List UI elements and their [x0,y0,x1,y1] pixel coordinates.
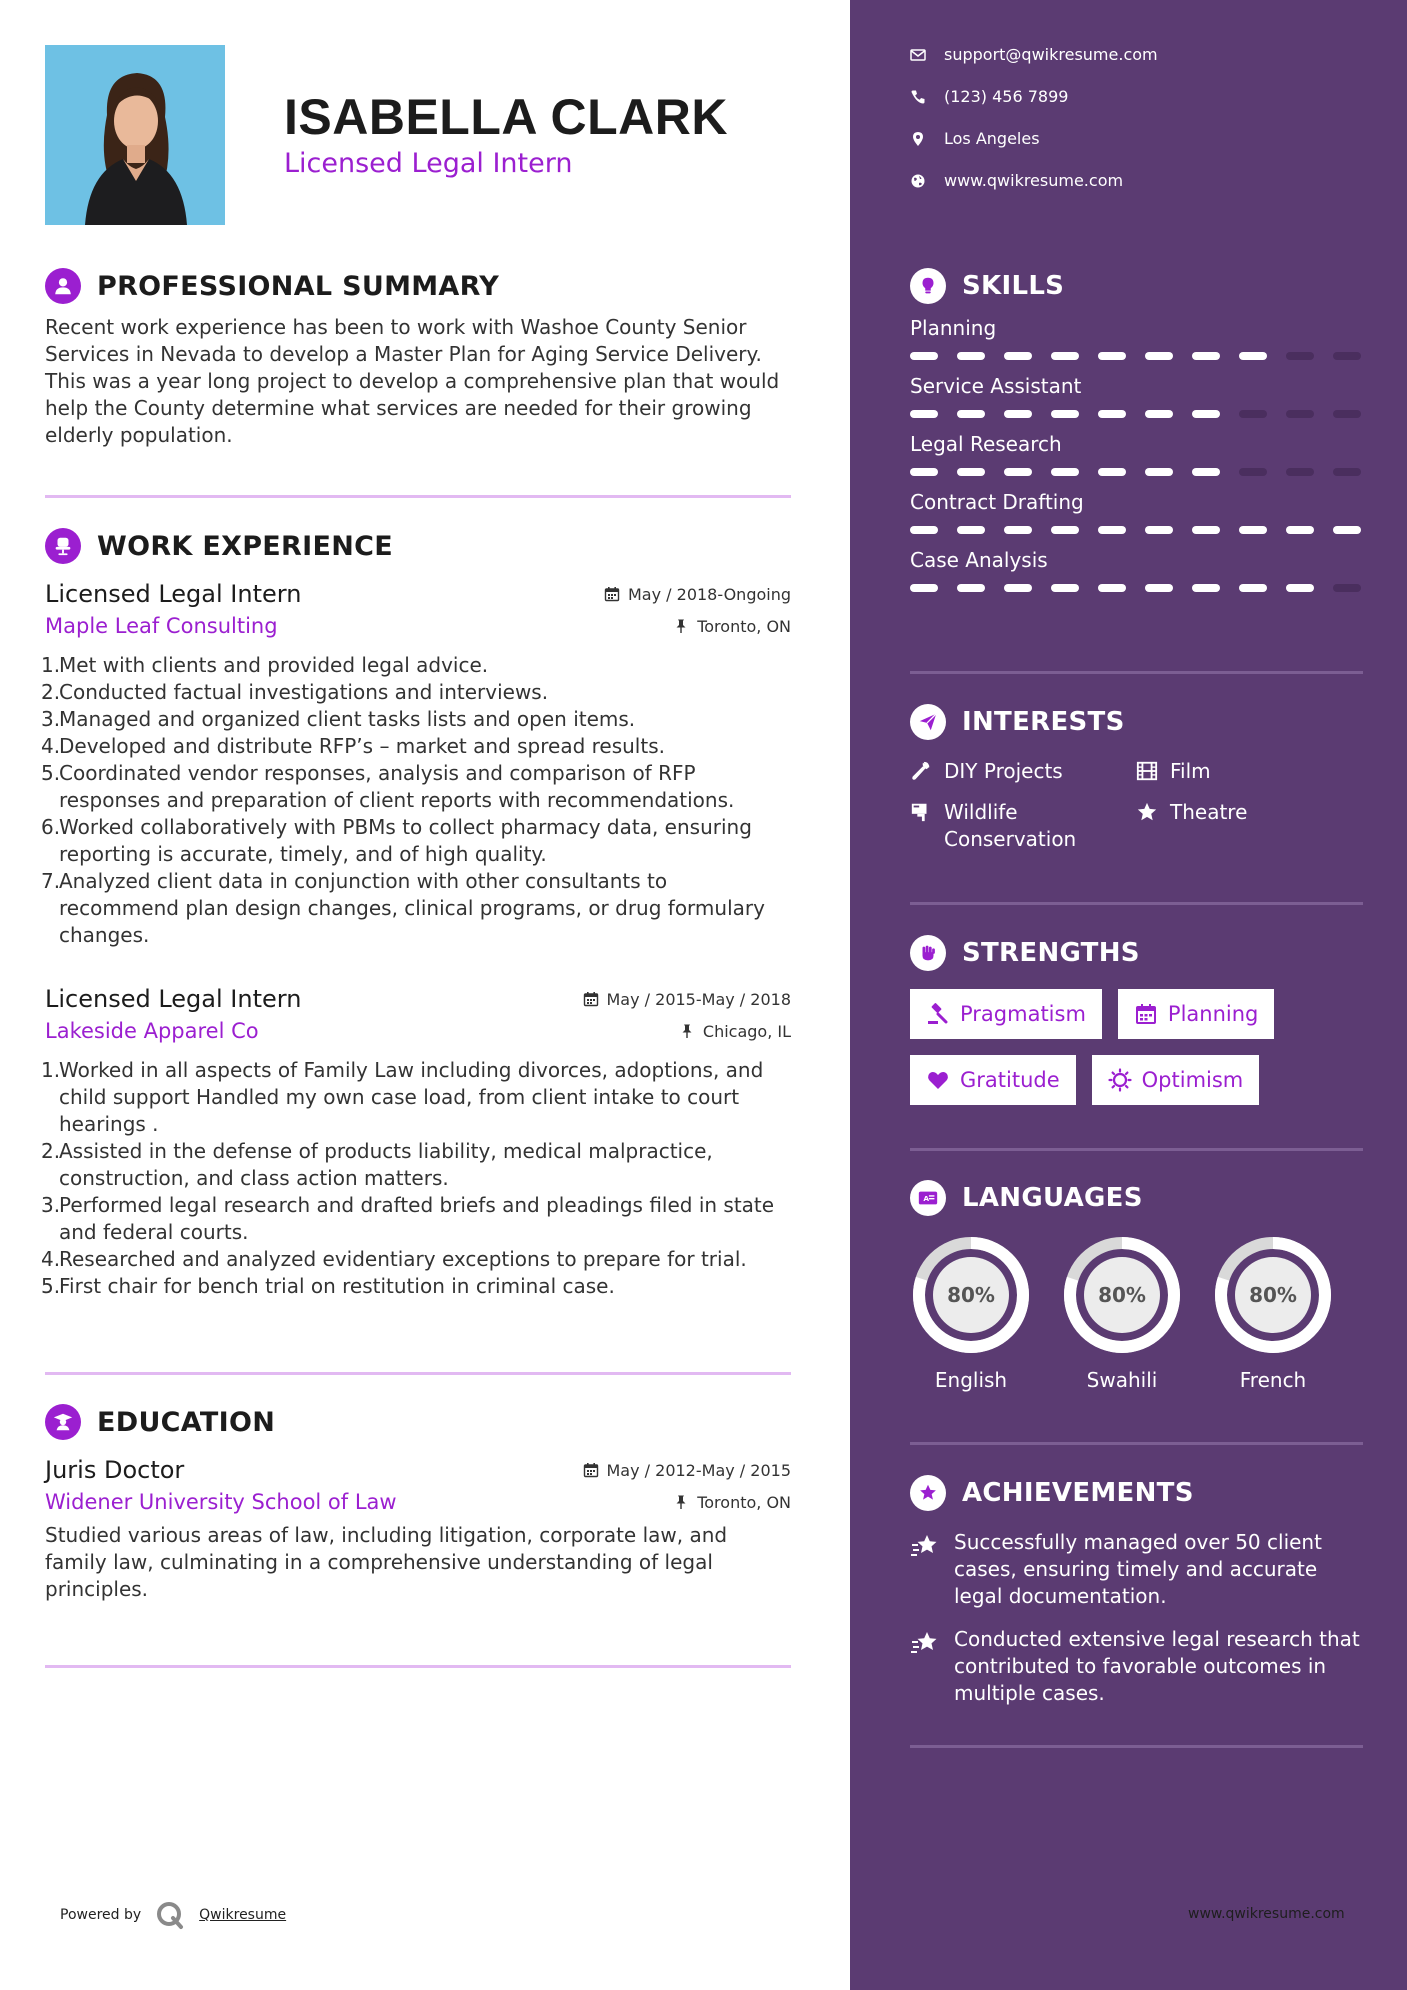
skills-list [910,316,1363,592]
job-location-text: Toronto, ON [697,616,791,636]
calendar-icon [583,1462,599,1478]
list-item: 4. Researched and analyzed evidentiary exceptions to prepare for trial. [41,1247,747,1271]
section-divider [45,495,791,498]
skill-dash-filled [1051,468,1079,476]
contact-location [910,129,1040,148]
skill-dash-empty [1286,410,1314,418]
skill-dash-empty [1239,410,1267,418]
pin-icon [673,618,689,634]
job-duties-list [41,652,791,949]
skill-dash-filled [1145,468,1173,476]
job-company: Maple Leaf Consulting [45,614,278,638]
skill-name: Contract Drafting [910,490,1084,514]
job-title: Licensed Legal Intern [45,985,302,1013]
skill-dash-filled [1239,526,1267,534]
school: Widener University School of Law [45,1490,397,1514]
skill-name: Service Assistant [910,374,1082,398]
section-divider [910,1148,1363,1151]
powered-by [60,1900,286,1930]
section-divider [910,1745,1363,1748]
languages-list [910,1234,1363,1392]
skill-dash-filled [910,352,938,360]
strength-tag [910,989,1102,1039]
sun-icon [1108,1068,1132,1092]
skill-dash-filled [910,526,938,534]
skill-item [910,374,1363,418]
skill-dash-filled [1239,352,1267,360]
skill-dash-filled [1145,584,1173,592]
skill-item [910,432,1363,476]
section-divider [910,902,1363,905]
phone-icon [910,89,926,105]
powered-by-label: Powered by [60,1907,142,1923]
strengths-list [910,989,1363,1105]
contact-phone[interactable] [910,87,1068,106]
list-item: 2. Conducted factual investigations and interviews. [41,680,549,704]
education-date [583,1461,792,1480]
list-item: 7. Analyzed client data in conjunction with other consultants to recommend plan design changes, clinical programs, or drug formulary changes. [41,869,765,947]
qwikresume-logo-icon [155,1900,185,1930]
job-location [673,617,791,636]
skill-dash-filled [957,410,985,418]
skill-dash-filled [1145,526,1173,534]
shooting-star-icon [910,1628,940,1658]
contact-website-text: www.qwikresume.com [944,171,1124,190]
skill-dash-filled [1098,468,1126,476]
section-divider [45,1372,791,1375]
skill-dash-empty [1239,468,1267,476]
strength-label: Gratitude [960,1068,1060,1092]
skill-dash-filled [1004,526,1032,534]
skill-dash-filled [1192,584,1220,592]
skill-dash-filled [957,468,985,476]
strength-tag [910,1055,1076,1105]
skill-dash-filled [1145,410,1173,418]
job-entry [41,580,791,949]
languages-header [910,1178,1363,1218]
languages-section [910,1178,1363,1392]
strength-tag [1092,1055,1260,1105]
lightbulb-icon [910,268,946,304]
job-entry [41,985,791,1300]
skill-dash-empty [1286,352,1314,360]
interests-list [910,758,1363,853]
summary-header [45,266,791,306]
skill-dash-filled [1051,584,1079,592]
contact-email[interactable] [910,45,1158,64]
interest-item [1136,799,1356,853]
list-item: 5. Coordinated vendor responses, analysis and comparison of RFP responses and preparation of client reports with recommendations. [41,761,735,812]
graduate-icon [45,1404,81,1440]
contact-email-text: support@qwikresume.com [944,45,1158,64]
paper-plane-icon [910,704,946,740]
education-header [45,1402,791,1442]
language-item [910,1234,1032,1392]
envelope-icon [910,47,926,63]
film-icon [1136,760,1158,782]
skill-dash-filled [910,584,938,592]
skill-meter [910,526,1363,534]
job-row [45,614,791,638]
achievements-header [910,1473,1363,1513]
footer-website[interactable]: www.qwikresume.com [1188,1906,1345,1922]
degree: Juris Doctor [45,1456,185,1484]
shooting-star-icon [910,1531,940,1561]
skill-dash-filled [1098,410,1126,418]
skill-name: Legal Research [910,432,1062,456]
wrench-icon [910,760,932,782]
achievements-title: ACHIEVEMENTS [962,1478,1194,1508]
contact-phone-text: (123) 456 7899 [944,87,1069,106]
skill-dash-filled [1004,468,1032,476]
pin-icon [673,1494,689,1510]
list-item: 4. Developed and distribute RFP’s – market and spread results. [41,734,665,758]
language-name: French [1239,1368,1307,1392]
list-item: 3. Managed and organized client tasks lists and open items. [41,707,636,731]
skill-dash-filled [1286,526,1314,534]
user-icon [45,268,81,304]
job-title: Licensed Legal Intern [45,580,302,608]
strength-label: Planning [1167,1002,1259,1026]
skill-dash-filled [957,584,985,592]
svg-text:A: A [923,1194,930,1204]
skills-title: SKILLS [962,271,1065,301]
summary-text: Recent work experience has been to work with Washoe County Senior Services in Nevada to develop a Master Plan for Aging Service Delivery. This was a year long project to develop a comprehensive plan that would help the County determine what services are needed for their growing elderly population. [45,315,780,447]
contact-location-text: Los Angeles [944,129,1040,148]
language-name: English [934,1368,1008,1392]
globe-icon [910,173,926,189]
summary-section [45,266,791,449]
candidate-name: ISABELLA CLARK [284,89,729,145]
job-row [45,1019,791,1043]
skill-dash-filled [1004,410,1032,418]
interest-label: DIY Projects [944,759,1063,783]
education-row [45,1490,791,1514]
interest-label: Film [1170,759,1211,783]
strengths-header [910,933,1363,973]
skill-dash-filled [1051,526,1079,534]
interest-item [1136,758,1356,785]
languages-title: LANGUAGES [962,1183,1143,1213]
language-item [1212,1234,1334,1392]
skill-dash-empty [1333,410,1361,418]
skill-dash-filled [1192,352,1220,360]
calendar-icon [1134,1002,1158,1026]
job-date [583,990,792,1009]
skill-dash-filled [1333,526,1361,534]
skill-meter [910,352,1363,360]
briefcase-chair-icon [45,528,81,564]
experience-section [41,526,791,1300]
skills-section [910,266,1363,606]
skill-item [910,316,1363,360]
heart-icon [926,1068,950,1092]
skill-dash-filled [910,410,938,418]
skill-meter [910,410,1363,418]
qwikresume-link[interactable]: Qwikresume [199,1907,287,1923]
interest-label: Wildlife Conservation [944,800,1077,851]
education-section [45,1402,791,1603]
job-row [45,985,791,1013]
pin-icon [679,1023,695,1039]
list-item: 2. Assisted in the defense of products liability, medical malpractice, construction, and class action matters. [41,1139,713,1190]
skill-dash-filled [1192,468,1220,476]
medal-star-icon [910,1475,946,1511]
skill-dash-filled [957,526,985,534]
skill-dash-filled [1286,584,1314,592]
language-percent: 80% [1098,1283,1146,1307]
skill-dash-filled [1051,410,1079,418]
avatar-illustration [45,45,225,225]
interest-item [910,758,1136,785]
skill-dash-filled [1004,584,1032,592]
list-item: 3. Performed legal research and drafted briefs and pleadings filed in state and federal courts. [41,1193,775,1244]
skill-dash-empty [1333,352,1361,360]
achievement-text: Successfully managed over 50 client cases, ensuring timely and accurate legal documentation. [954,1530,1322,1608]
language-ring [1212,1234,1334,1356]
skill-dash-filled [1004,352,1032,360]
job-date-text: May / 2015-May / 2018 [606,989,791,1009]
star-icon [1136,801,1158,823]
experience-header [45,526,791,566]
job-date-text: May / 2018-Ongoing [628,584,791,604]
paw-icon [910,801,932,823]
language-percent: 80% [1249,1283,1297,1307]
language-percent: 80% [947,1283,995,1307]
skill-name: Case Analysis [910,548,1048,572]
education-location [673,1493,791,1512]
skill-dash-filled [1239,584,1267,592]
interests-section [910,702,1363,853]
sidebar [850,0,1407,1990]
achievement-item [910,1626,1363,1707]
skill-dash-filled [1145,352,1173,360]
interest-label: Theatre [1170,800,1248,824]
list-item: 1. Met with clients and provided legal advice. [41,653,489,677]
list-item: 1. Worked in all aspects of Family Law including divorces, adoptions, and child support Handled my own case load, from client intake to court hearings . [41,1058,764,1136]
skills-header [910,266,1363,306]
skill-item [910,490,1363,534]
list-item: 6. Worked collaboratively with PBMs to collect pharmacy data, ensuring reporting is accurate, timely, and of high quality. [41,815,752,866]
language-item [1061,1234,1183,1392]
interests-header [910,702,1363,742]
language-name: Swahili [1086,1368,1158,1392]
strengths-section [910,933,1363,1105]
skill-item [910,548,1363,592]
skill-dash-filled [1098,526,1126,534]
skill-dash-filled [1051,352,1079,360]
strength-label: Pragmatism [960,1002,1086,1026]
map-marker-icon [910,131,926,147]
strengths-title: STRENGTHS [962,938,1140,968]
language-icon [910,1180,946,1216]
education-row [45,1456,791,1484]
job-location [679,1022,791,1041]
language-ring [910,1234,1032,1356]
section-divider [910,671,1363,674]
achievement-text: Conducted extensive legal research that contributed to favorable outcomes in multiple cases. [954,1627,1360,1705]
language-ring [1061,1234,1183,1356]
skill-dash-filled [1192,410,1220,418]
education-entry [45,1456,791,1603]
section-divider [45,1665,791,1668]
achievement-item [910,1529,1363,1610]
skill-dash-filled [910,468,938,476]
strength-tag [1118,989,1274,1039]
skill-dash-filled [1192,526,1220,534]
profile-photo [45,45,225,225]
education-location-text: Toronto, ON [697,1492,791,1512]
skill-dash-empty [1286,468,1314,476]
achievements-section [910,1473,1363,1707]
experience-title: WORK EXPERIENCE [97,530,393,562]
skill-dash-filled [1098,584,1126,592]
interests-title: INTERESTS [962,707,1125,737]
skill-meter [910,584,1363,592]
calendar-icon [604,586,620,602]
job-company: Lakeside Apparel Co [45,1019,259,1043]
interest-item [910,799,1136,853]
skill-dash-empty [1333,468,1361,476]
skill-dash-filled [1098,352,1126,360]
job-location-text: Chicago, IL [702,1021,791,1041]
job-date [604,585,791,604]
skill-name: Planning [910,316,997,340]
strength-label: Optimism [1141,1068,1244,1092]
fist-icon [910,935,946,971]
list-item: 5. First chair for bench trial on restitution in criminal case. [41,1274,615,1298]
candidate-role: Licensed Legal Intern [284,148,573,179]
education-date-text: May / 2012-May / 2015 [606,1460,791,1480]
contact-website[interactable] [910,171,1123,190]
skill-dash-filled [957,352,985,360]
skill-meter [910,468,1363,476]
summary-title: PROFESSIONAL SUMMARY [97,270,500,302]
education-title: EDUCATION [97,1406,276,1438]
education-text: Studied various areas of law, including litigation, corporate law, and family law, culminating in a comprehensive understanding of legal principles. [45,1523,728,1601]
job-duties-list [41,1057,791,1300]
job-row [45,580,791,608]
skill-dash-empty [1333,584,1361,592]
gavel-icon [926,1002,950,1026]
section-divider [910,1442,1363,1445]
calendar-icon [583,991,599,1007]
